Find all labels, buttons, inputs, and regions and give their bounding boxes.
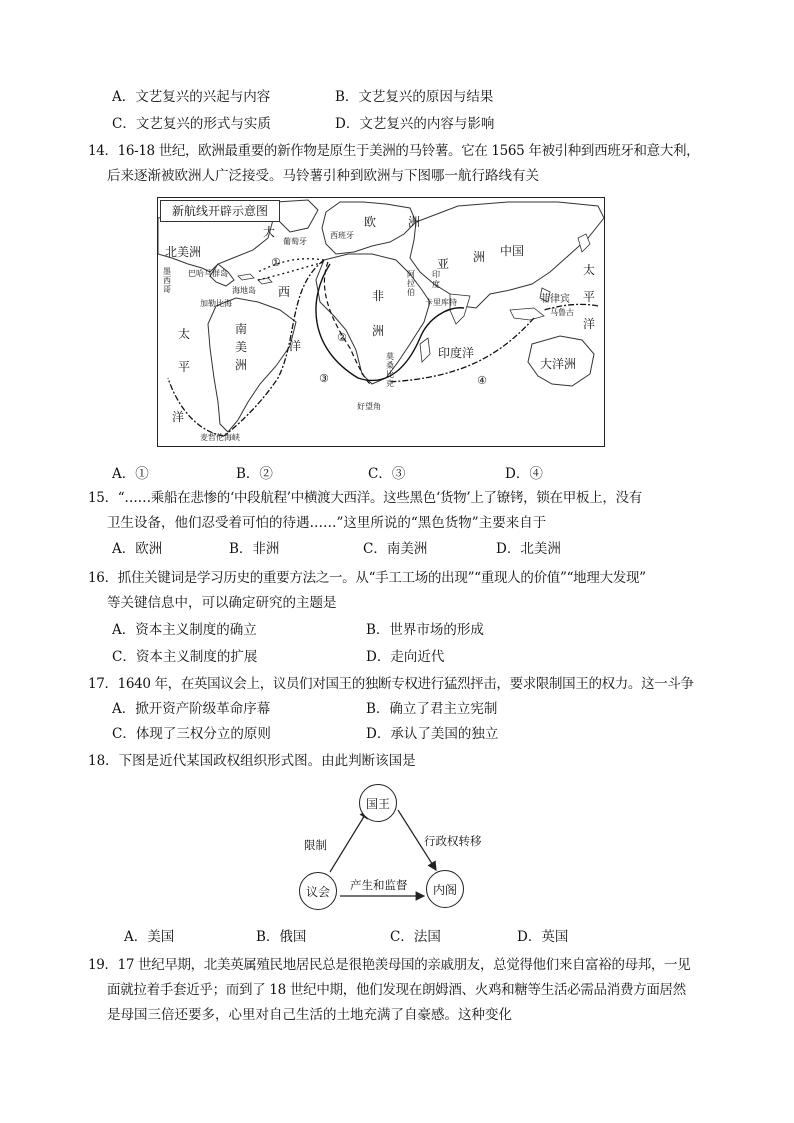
label-asia-ya: 亚 — [437, 257, 450, 271]
map-title: 新航线开辟示意图 — [160, 200, 280, 222]
q16-stem-line2: 等关键信息中，可以确定研究的主题是 — [107, 595, 337, 611]
q15-stem-line2: 卫生设备，他们忍受着可怕的待遇……”这里所说的“黑色货物”主要来自于 — [107, 515, 547, 531]
q15-option-b: B．非洲 — [229, 541, 280, 557]
route-4-marker: ④ — [477, 374, 487, 387]
label-indian-ocean: 印度洋 — [438, 346, 475, 360]
q13-option-d: D．文艺复兴的内容与影响 — [335, 116, 495, 132]
node-parliament: 议会 — [299, 872, 337, 910]
label-china: 中国 — [500, 244, 525, 258]
label-magellan-strait: 麦哲伦海峡 — [200, 433, 240, 442]
q17-option-c: C．体现了三权分立的原则 — [112, 726, 271, 742]
q18-option-b: B．俄国 — [256, 929, 307, 945]
q15-option-c: C．南美洲 — [363, 541, 428, 557]
q14-option-b: B．② — [236, 466, 273, 482]
label-caribbean: 加勒比海 — [200, 299, 232, 308]
label-produce-supervise: 产生和监督 — [350, 878, 408, 892]
q14-option-a: A．① — [112, 466, 149, 482]
route-2-marker: ② — [337, 331, 347, 344]
route-3-marker: ③ — [319, 372, 329, 385]
label-pacific-right-yang: 洋 — [583, 317, 596, 331]
q16-stem-line1: 16．抓住关键词是学习历史的重要方法之一。从“手工工场的出现”“重现人的价值”“地理大发现” — [88, 570, 646, 586]
q14-stem-line1: 14．16-18 世纪，欧洲最重要的新作物是原生于美洲的马铃薯。它在 1565 年被引种到西班牙和意大利， — [88, 143, 700, 159]
q14-option-c: C．③ — [368, 466, 406, 482]
q19-stem-line3: 是母国三倍还要多，心里对自己生活的土地充满了自豪感。这种变化 — [107, 1007, 512, 1023]
q15-option-d: D．北美洲 — [496, 541, 561, 557]
q17-option-d: D．承认了美国的独立 — [366, 726, 499, 742]
label-cape-good-hope: 好望角 — [357, 402, 381, 411]
label-africa-fei: 非 — [372, 289, 385, 303]
q17-stem-line1: 17．1640 年，在英国议会上，议员们对国王的独断专权进行猛烈抨击，要求限制国王的权力。这一斗争 — [88, 676, 694, 692]
q18-option-d: D．英国 — [517, 929, 569, 945]
label-pacific-right-ping: 平 — [583, 290, 596, 304]
label-philippines: 菲律宾 — [540, 294, 570, 305]
q16-option-d: D．走向近代 — [366, 649, 445, 665]
q19-stem-line1: 19．17 世纪早期，北美英属殖民地居民总是很艳羡母国的亲戚朋友，总觉得他们来自富裕的母邦，一见 — [88, 957, 691, 973]
label-africa-zhou: 洲 — [372, 324, 385, 338]
label-haiti: 海地岛 — [232, 286, 256, 295]
q13-option-b: B．文艺复兴的原因与结果 — [335, 89, 494, 105]
label-pacific-left-tai: 太 — [178, 327, 191, 341]
label-europe-ou: 欧 — [364, 215, 377, 229]
label-bahamas: 巴哈马群岛 — [188, 269, 228, 278]
label-atlantic-yang: 洋 — [289, 339, 302, 353]
q17-option-a: A．掀开资产阶级革命序幕 — [112, 701, 271, 717]
q13-option-c: C．文艺复兴的形式与实质 — [112, 116, 271, 132]
q18-stem-line1: 18．下图是近代某国政权组织形式图。由此判断该国是 — [88, 753, 416, 769]
q15-option-a: A．欧洲 — [112, 541, 163, 557]
q19-stem-line2: 面就拉着手套近乎；而到了 18 世纪中期，他们发现在朗姆酒、火鸡和糖等生活必需品消费方面居然 — [107, 982, 686, 998]
label-oceania: 大洋洲 — [540, 357, 577, 371]
q16-option-c: C．资本主义制度的扩展 — [112, 649, 258, 665]
q13-option-a: A．文艺复兴的兴起与内容 — [112, 89, 271, 105]
label-north-america: 北美洲 — [165, 245, 202, 259]
label-limit: 限制 — [304, 838, 327, 852]
q14-option-d: D．④ — [505, 466, 543, 482]
q16-option-a: A．资本主义制度的确立 — [112, 622, 257, 638]
q15-stem-line1: 15．“……乘船在悲惨的‘中段航程’中横渡大西洋。这些黑色‘货物’上了镣铐，锁在甲板上，没有 — [88, 490, 642, 506]
label-asia-zhou: 洲 — [473, 250, 486, 264]
label-pacific-left-yang: 洋 — [172, 410, 185, 424]
node-king: 国王 — [359, 784, 397, 822]
label-pacific-left-ping: 平 — [178, 360, 191, 374]
label-mozambique: 莫桑比克 — [386, 352, 394, 388]
label-europe-zhou: 洲 — [408, 215, 421, 229]
q18-option-c: C．法国 — [390, 929, 441, 945]
q18-option-a: A．美国 — [124, 929, 175, 945]
node-cabinet: 内阁 — [426, 870, 464, 908]
label-portugal: 葡萄牙 — [283, 237, 307, 246]
label-moluccas: 马鲁古 — [550, 308, 574, 317]
label-spain: 西班牙 — [330, 231, 354, 240]
label-south-america-nan: 南 — [235, 322, 248, 336]
q17-option-b: B．确立了君主立宪制 — [366, 701, 498, 717]
label-arabia: 阿拉伯 — [407, 270, 415, 297]
label-exec-transfer: 行政权转移 — [424, 834, 482, 848]
q16-option-b: B．世界市场的形成 — [366, 622, 484, 638]
label-mexico: 墨西哥 — [163, 267, 171, 294]
label-india: 印度 — [432, 270, 440, 289]
label-atlantic-xi: 西 — [278, 285, 291, 299]
label-pacific-right-tai: 太 — [583, 263, 596, 277]
route-1-marker: ① — [271, 256, 281, 269]
label-atlantic-da: 大 — [263, 225, 276, 239]
q14-stem-line2: 后来逐渐被欧洲人广泛接受。马铃薯引种到欧洲与下图哪一航行路线有关 — [107, 168, 539, 184]
label-calicut: 卡里库特 — [425, 298, 457, 307]
label-south-america-zhou: 洲 — [235, 358, 248, 372]
label-south-america-mei: 美 — [235, 340, 248, 354]
